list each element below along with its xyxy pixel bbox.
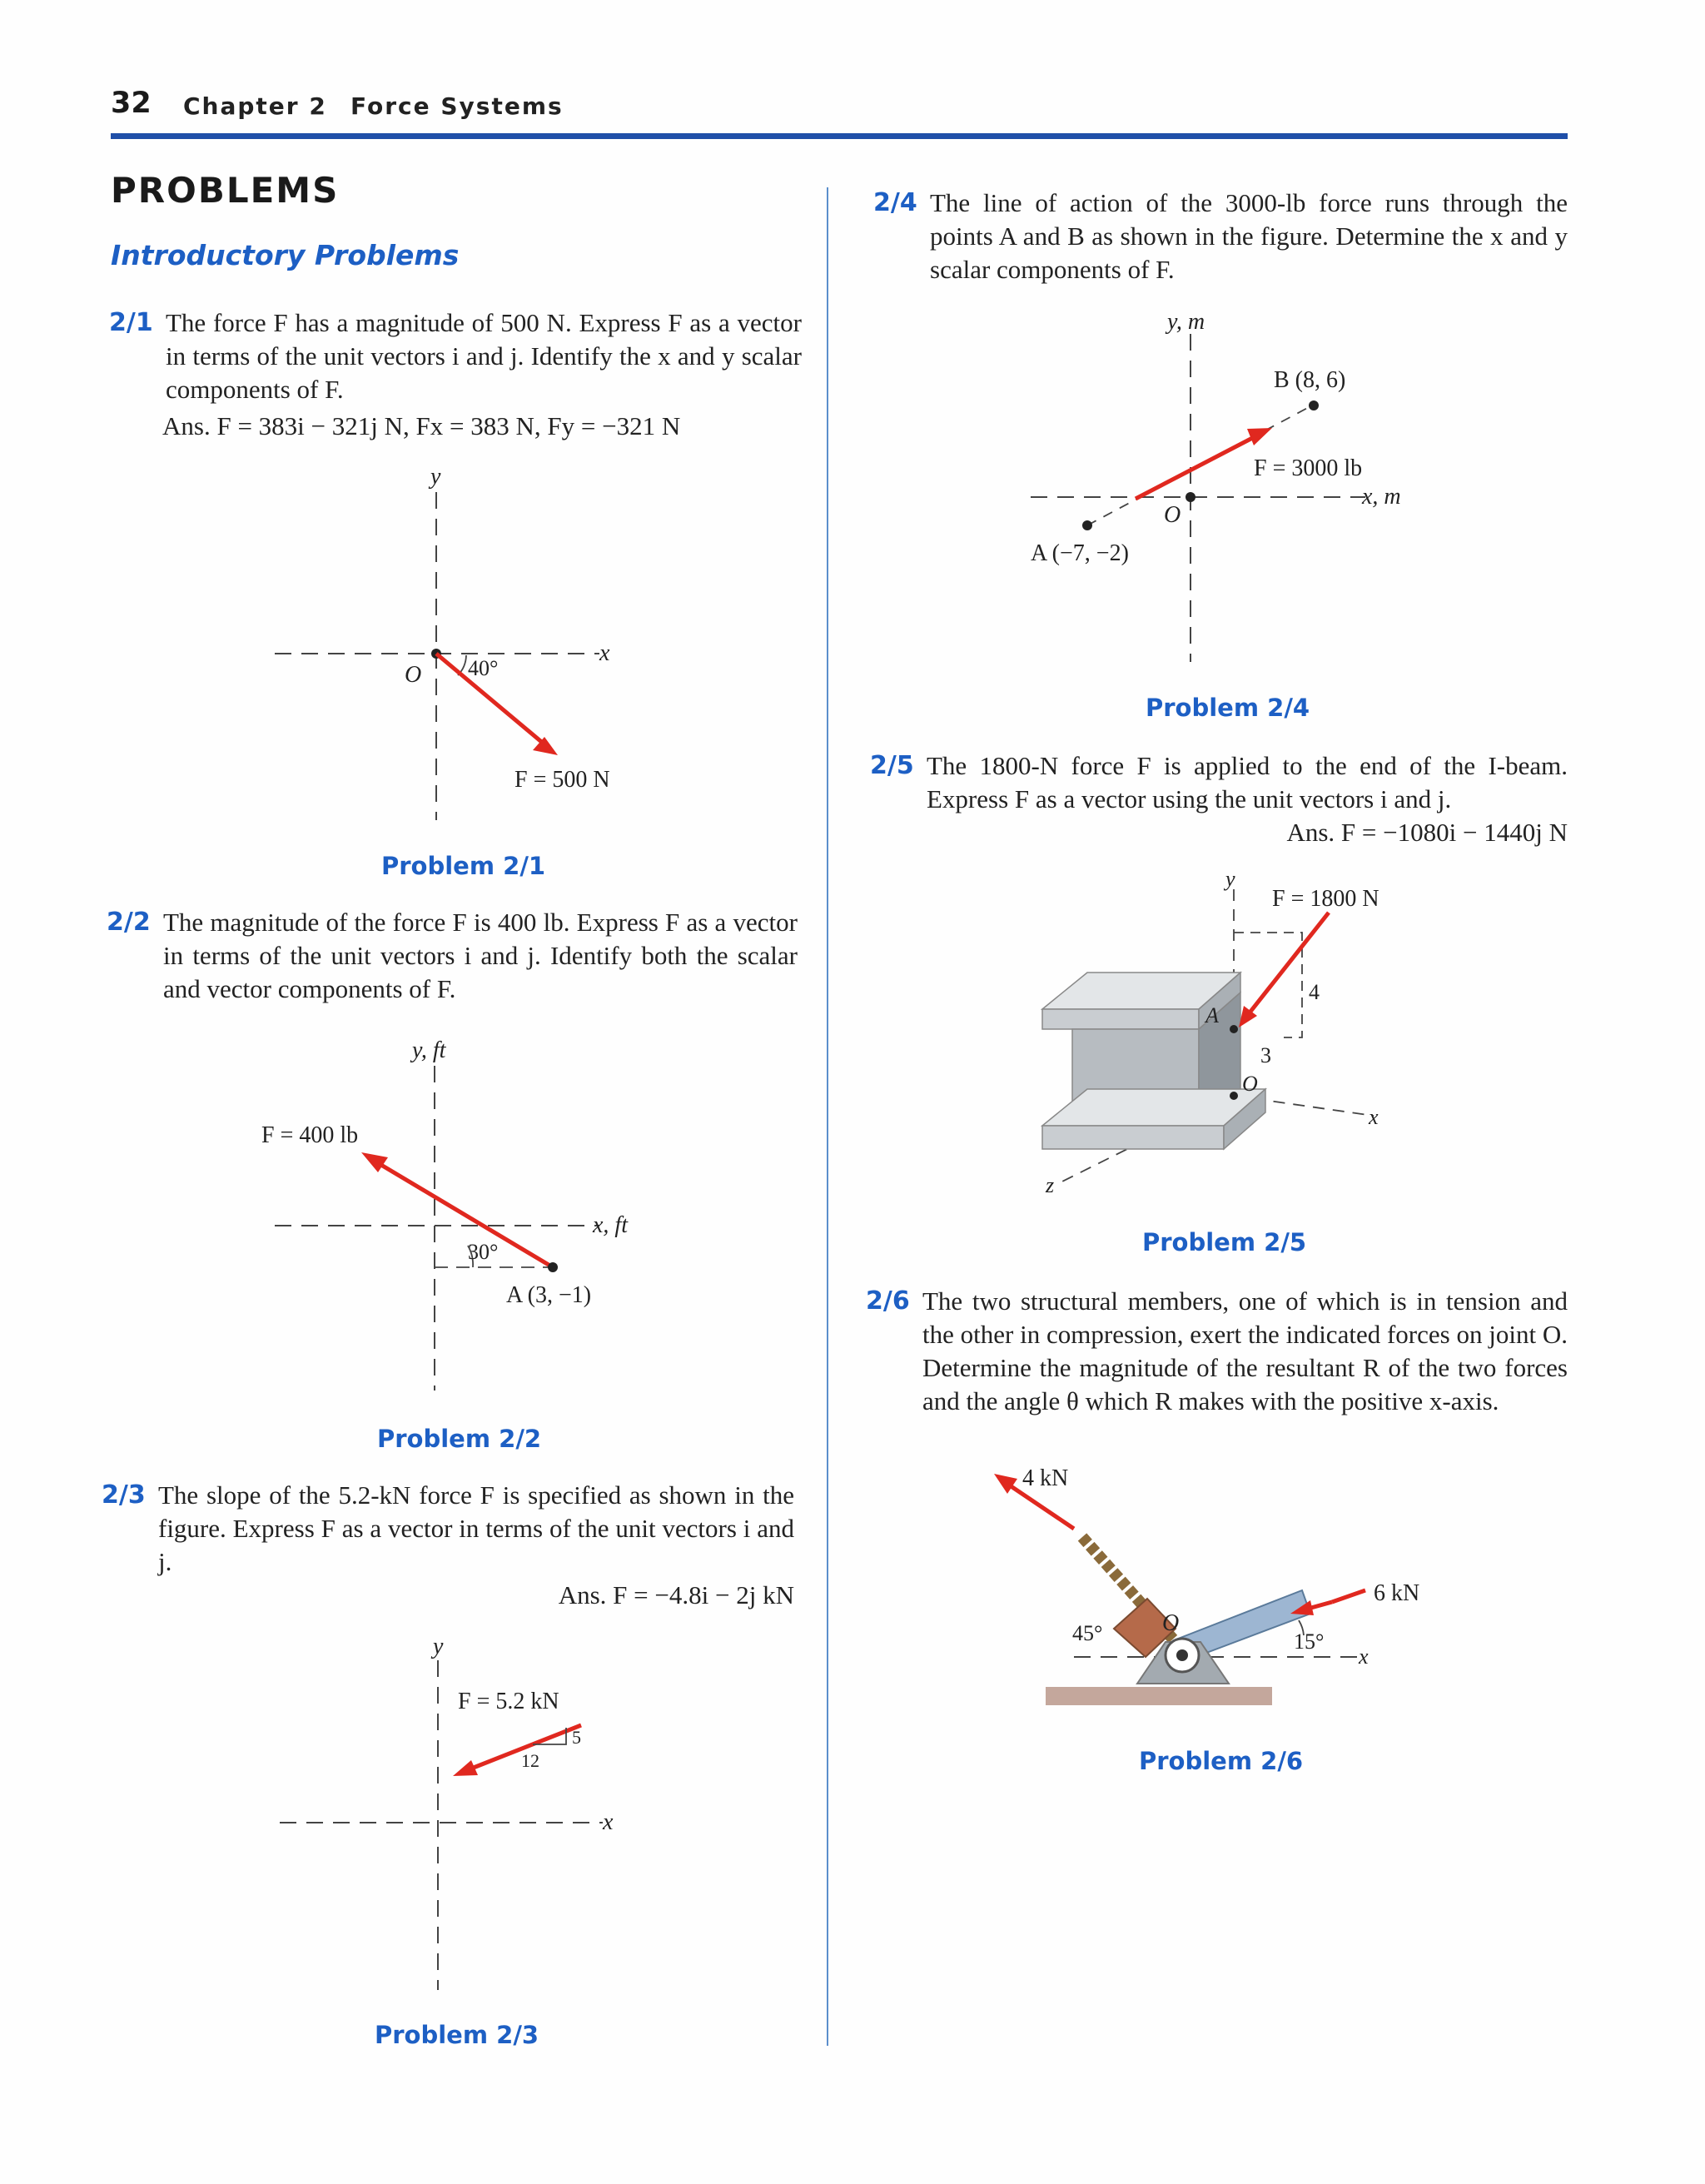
point-a-label: A [1205, 1003, 1219, 1027]
axis-y-label: y [433, 1634, 444, 1659]
point-b [1309, 400, 1319, 410]
origin-label: O [1164, 502, 1181, 528]
point-a [1082, 520, 1092, 530]
force-label: F = 3000 lb [1254, 455, 1363, 481]
slope-run-label: 3 [1260, 1043, 1271, 1067]
problem-text: The 1800-N force F is applied to the end of the I-beam. Express F as a vector using the unit vectors i and j. [927, 751, 1568, 813]
i-beam [1042, 973, 1265, 1149]
problem-2-3 [102, 1479, 794, 1620]
problem-text: The line of action of the 3000-lb force runs through the points A and B as shown in the figure. Determine the x and y scalar components of F. [930, 188, 1568, 284]
problem-answer: Ans. F = −1080i − 1440j N [1286, 818, 1568, 847]
slope-rise-label: 4 [1309, 980, 1320, 1004]
axis-x-label: x [599, 640, 610, 666]
problem-number: 2/1 [109, 308, 153, 337]
problem-answer: Ans. F = −4.8i − 2j kN [558, 1580, 794, 1609]
caption-2-3: Problem 2/3 [375, 2021, 539, 2049]
section-subheading: Introductory Problems [111, 239, 460, 271]
figure-2-2 [250, 1032, 649, 1399]
problem-number: 2/2 [107, 908, 151, 937]
header-rule [111, 133, 1568, 139]
figure-2-5 [1032, 866, 1465, 1199]
slope-rise-label: 5 [572, 1727, 581, 1748]
arrowhead [994, 1474, 1017, 1494]
origin-point [1230, 1092, 1238, 1100]
force-arrow [1136, 434, 1260, 499]
point-label: A (3, −1) [506, 1282, 592, 1308]
force-right-label: 6 kN [1374, 1580, 1420, 1606]
problem-number: 2/4 [873, 188, 917, 217]
point-b-label: B (8, 6) [1274, 367, 1346, 393]
force-label: F = 5.2 kN [458, 1689, 559, 1714]
axis-y-label: y [1225, 867, 1235, 891]
axis-z-label: z [1046, 1173, 1055, 1197]
problem-number: 2/6 [866, 1286, 910, 1316]
force-arrow [371, 1159, 553, 1267]
point-a [1230, 1025, 1238, 1033]
figure-2-3 [250, 1632, 649, 1998]
problem-number: 2/5 [870, 751, 914, 780]
caption-2-6: Problem 2/6 [1139, 1747, 1304, 1775]
point-a-label: A (−7, −2) [1031, 540, 1129, 566]
chapter-label: Chapter 2 [183, 92, 327, 120]
axis-x-label: x [1359, 1644, 1369, 1669]
chapter-title: Force Systems [350, 92, 564, 120]
force-label: F = 500 N [514, 767, 610, 793]
caption-2-1: Problem 2/1 [381, 852, 546, 880]
problem-number: 2/3 [102, 1480, 146, 1510]
force-label: F = 400 lb [261, 1122, 359, 1148]
caption-2-5: Problem 2/5 [1142, 1228, 1307, 1256]
axis-y-label: y [430, 464, 441, 490]
origin-label: O [1242, 1072, 1258, 1096]
angle-label: 30° [468, 1240, 499, 1264]
figure-2-6 [982, 1465, 1449, 1732]
origin-label: O [1162, 1610, 1180, 1636]
problem-text: The force F has a magnitude of 500 N. Express F as a vector in terms of the unit vectors i and j. Identify the x and y scalar components of F. [166, 308, 802, 404]
arrowhead [453, 1760, 478, 1776]
ground [1046, 1687, 1272, 1705]
problem-text: The two structural members, one of which is in tension and the other in compression, exert the indicated forces on joint O. Determine the magnitude of the resultant R of the two forces and the angle θ which R makes with the positive x-axis. [922, 1286, 1568, 1415]
caption-2-4: Problem 2/4 [1146, 694, 1310, 722]
angle-right-label: 15° [1294, 1629, 1325, 1654]
problem-2-6 [866, 1285, 1568, 1455]
caption-2-2: Problem 2/2 [377, 1425, 542, 1453]
axis-x-label: x [603, 1809, 614, 1835]
figure-2-4 [1024, 304, 1440, 670]
point-a [548, 1262, 558, 1272]
column-divider [827, 187, 828, 2046]
force-label: F = 1800 N [1272, 886, 1379, 912]
arrowhead [1247, 428, 1272, 445]
figure-2-1 [250, 462, 649, 828]
force-left-label: 4 kN [1022, 1465, 1069, 1491]
problem-answer: Ans. F = 383i − 321j N, Fx = 383 N, Fy = −321 N [162, 411, 681, 440]
axis-y-label: y, ft [412, 1037, 446, 1063]
problem-2-1 [109, 306, 802, 448]
page-number: 32 [111, 87, 152, 120]
problem-2-5 [870, 749, 1568, 853]
slope-run-label: 12 [521, 1750, 539, 1771]
axis-x-label: x [1369, 1105, 1379, 1129]
origin-label: O [405, 662, 422, 688]
angle-label: 40° [468, 656, 499, 680]
problem-2-4 [873, 187, 1568, 291]
origin-point [1186, 492, 1195, 502]
axis-x-label: x, m [1362, 484, 1401, 510]
arrowhead [361, 1152, 388, 1172]
section-heading: PROBLEMS [111, 170, 340, 211]
problem-text: The slope of the 5.2-kN force F is specified as shown in the figure. Express F as a vector in terms of the unit vectors i and j. [158, 1480, 794, 1576]
angle-left-label: 45° [1072, 1621, 1103, 1645]
axis-x-label: x, ft [593, 1212, 628, 1238]
problem-text: The magnitude of the force F is 400 lb. Express F as a vector in terms of the unit vectors i and j. Identify both the scalar and vector components of F. [163, 908, 798, 1003]
problem-2-2 [107, 906, 798, 1010]
axis-y-label: y, m [1167, 309, 1205, 335]
